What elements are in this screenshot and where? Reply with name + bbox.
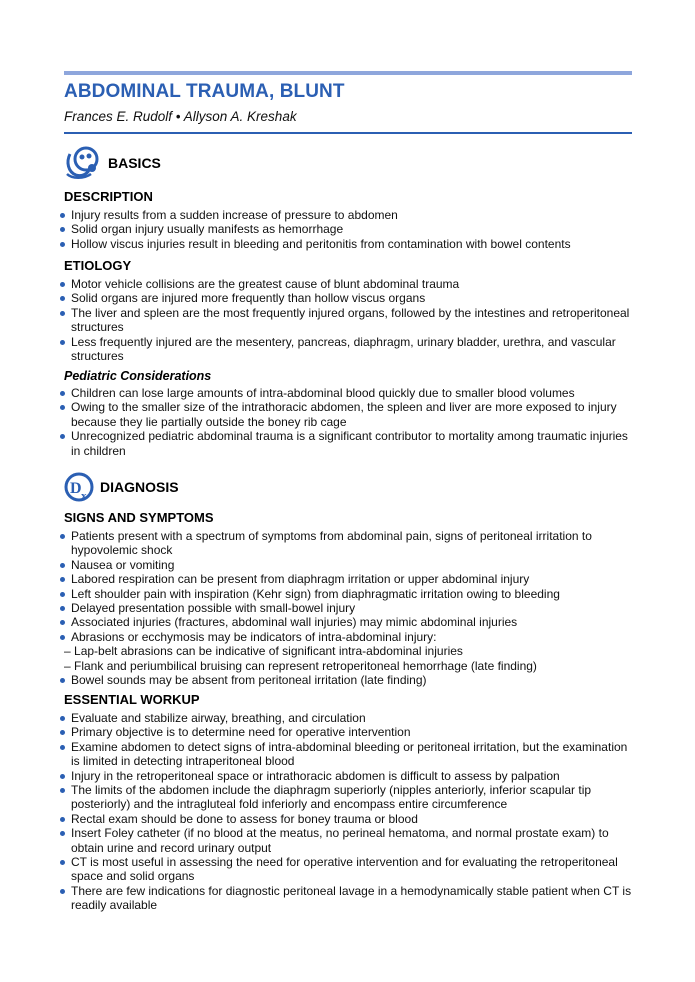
pediatric-list bbox=[56, 386, 632, 458]
list-item: Abrasions or ecchymosis may be indicators of intra-abdominal injury: bbox=[56, 630, 632, 644]
list-item: Less frequently injured are the mesentery, pancreas, diaphragm, urinary bladder, urethra, and vascular structures bbox=[56, 335, 632, 364]
list-item: Evaluate and stabilize airway, breathing, and circulation bbox=[56, 711, 632, 725]
list-item: Examine abdomen to detect signs of intra-abdominal bleeding or peritoneal irritation, but the examination is limited in detecting intraperitoneal blood bbox=[56, 740, 632, 769]
section-basics-label: BASICS bbox=[108, 155, 161, 171]
list-item: Solid organ injury usually manifests as hemorrhage bbox=[56, 222, 632, 236]
section-diagnosis-heading bbox=[64, 470, 179, 504]
list-item: Children can lose large amounts of intra-abdominal blood quickly due to smaller blood volumes bbox=[56, 386, 632, 400]
list-item: Bowel sounds may be absent from peritoneal irritation (late finding) bbox=[56, 673, 632, 687]
list-item: Injury results from a sudden increase of pressure to abdomen bbox=[56, 208, 632, 222]
list-item: Primary objective is to determine need for operative intervention bbox=[56, 725, 632, 739]
list-item: Unrecognized pediatric abdominal trauma is a significant contributor to mortality among traumatic injuries in children bbox=[56, 429, 632, 458]
list-item: Left shoulder pain with inspiration (Kehr sign) from diaphragmatic irritation owing to bleeding bbox=[56, 587, 632, 601]
title-rule bbox=[64, 132, 632, 134]
description-list bbox=[56, 208, 632, 251]
authors: Frances E. Rudolf • Allyson A. Kreshak bbox=[64, 109, 297, 124]
description-heading: DESCRIPTION bbox=[64, 189, 153, 204]
workup-heading: ESSENTIAL WORKUP bbox=[64, 692, 200, 707]
list-item: Associated injuries (fractures, abdominal wall injuries) may mimic abdominal injuries bbox=[56, 615, 632, 629]
etiology-list bbox=[56, 277, 632, 363]
stethoscope-icon bbox=[64, 146, 104, 180]
list-item: Hollow viscus injuries result in bleeding and peritonitis from contamination with bowel contents bbox=[56, 237, 632, 251]
list-item: Labored respiration can be present from diaphragm irritation or upper abdominal injury bbox=[56, 572, 632, 586]
list-item: The liver and spleen are the most frequently injured organs, followed by the intestines and retroperitoneal structures bbox=[56, 306, 632, 335]
svg-text:x: x bbox=[81, 490, 87, 502]
signs-heading: SIGNS AND SYMPTOMS bbox=[64, 510, 214, 525]
list-item: CT is most useful in assessing the need for operative intervention and for evaluating the retroperitoneal space and solid organs bbox=[56, 855, 632, 884]
list-item: Motor vehicle collisions are the greatest cause of blunt abdominal trauma bbox=[56, 277, 632, 291]
top-rule bbox=[64, 71, 632, 75]
list-item: Solid organs are injured more frequently than hollow viscus organs bbox=[56, 291, 632, 305]
list-item: Insert Foley catheter (if no blood at the meatus, no perineal hematoma, and normal prostate exam) to obtain urine and record urinary output bbox=[56, 826, 632, 855]
pediatric-heading: Pediatric Considerations bbox=[64, 369, 212, 383]
list-item: There are few indications for diagnostic peritoneal lavage in a hemodynamically stable patient when CT is readily available bbox=[56, 884, 632, 913]
svg-text:D: D bbox=[70, 480, 82, 497]
workup-list bbox=[56, 711, 632, 913]
section-diagnosis-label: DIAGNOSIS bbox=[100, 479, 179, 495]
list-item: Patients present with a spectrum of symptoms from abdominal pain, signs of peritoneal irritation to hypovolemic shock bbox=[56, 529, 632, 558]
section-basics-heading bbox=[64, 146, 161, 180]
list-item: Delayed presentation possible with small-bowel injury bbox=[56, 601, 632, 615]
dx-icon bbox=[64, 470, 96, 504]
etiology-heading: ETIOLOGY bbox=[64, 258, 132, 273]
page-title: ABDOMINAL TRAUMA, BLUNT bbox=[64, 81, 345, 102]
signs-list bbox=[56, 529, 632, 687]
list-subitem: – Lap-belt abrasions can be indicative of significant intra-abdominal injuries bbox=[56, 644, 632, 658]
list-item: Injury in the retroperitoneal space or intrathoracic abdomen is difficult to assess by palpation bbox=[56, 769, 632, 783]
list-item: Owing to the smaller size of the intrathoracic abdomen, the spleen and liver are more exposed to injury because they lie partially outside the boney rib cage bbox=[56, 400, 632, 429]
list-subitem: – Flank and periumbilical bruising can represent retroperitoneal hemorrhage (late finding) bbox=[56, 659, 632, 673]
list-item: Nausea or vomiting bbox=[56, 558, 632, 572]
list-item: The limits of the abdomen include the diaphragm superiorly (nipples anteriorly, inferior scapular tip posteriorly) and the intragluteal fold inferiorly and encompass entire circumference bbox=[56, 783, 632, 812]
list-item: Rectal exam should be done to assess for boney trauma or blood bbox=[56, 812, 632, 826]
